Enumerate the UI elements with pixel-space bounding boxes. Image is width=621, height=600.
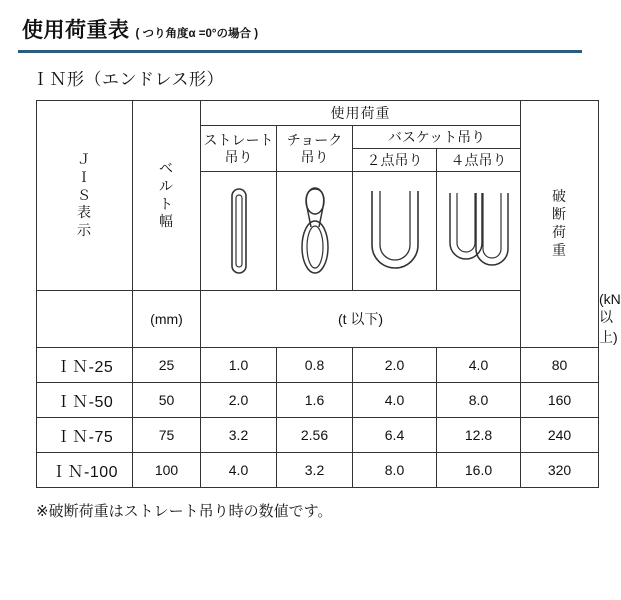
header-cell-straight [201,126,277,172]
cell-straight: 1.0 [201,348,277,383]
cell-belt-width: 25 [133,348,201,383]
table-row [37,418,599,453]
cell-basket-4point: 4.0 [437,348,521,383]
jis-char-4: 表 [77,204,92,221]
header-divider [18,50,582,53]
jis-char-2: Ｉ [77,168,92,185]
belt-width-char-1: ベ [159,159,174,176]
cell-choke: 1.6 [277,383,353,418]
header-cell-jis [37,101,133,291]
unit-cell-belt-width: (mm) [133,291,201,348]
diagram-cell-basket-4point [437,172,521,291]
cell-choke: 3.2 [277,453,353,488]
diagram-cell-basket-2point [353,172,437,291]
cell-breaking: 240 [521,418,599,453]
header-straight-line1: ストレート [203,132,274,149]
header-cell-basket-4point: ４点吊り [437,149,521,172]
jis-char-1: Ｊ [77,150,92,167]
table-footnote: ※破断荷重はストレート吊り時の数値です。 [36,503,333,520]
cell-basket-2point: 8.0 [353,453,437,488]
diagram-cell-choke [277,172,353,291]
cell-jis: ＩＮ-100 [37,453,133,488]
table-header-row-1 [37,101,599,126]
header-cell-belt-width [133,101,201,291]
table-row [37,383,599,418]
cell-breaking: 160 [521,383,599,418]
breaking-char-2: 断 [552,206,567,223]
cell-choke: 2.56 [277,418,353,453]
belt-width-char-3: ト [159,195,174,212]
unit-cell-jis [37,291,133,348]
belt-width-char-4: 幅 [159,213,174,230]
basket-2point-sling-icon [353,172,436,290]
choke-sling-icon [277,172,352,290]
breaking-char-3: 荷 [552,224,567,240]
cell-breaking: 320 [521,453,599,488]
cell-breaking: 80 [521,348,599,383]
header-cell-use-load: 使用荷重 [201,101,521,126]
cell-jis: ＩＮ-50 [37,383,133,418]
table-row [37,348,599,383]
cell-belt-width: 100 [133,453,201,488]
section-subtitle: ＩＮ形（エンドレス形） [32,70,224,89]
straight-sling-icon [201,172,276,290]
cell-straight: 2.0 [201,383,277,418]
breaking-char-1: 破 [552,188,567,205]
cell-jis: ＩＮ-75 [37,418,133,453]
header-choke-line2: 吊り [300,148,329,165]
table-unit-row: (mm) (t 以下) (kN以上) [37,291,599,348]
cell-belt-width: 75 [133,418,201,453]
belt-width-char-2: ル [159,177,174,194]
page-title: 使用荷重表 [22,19,130,42]
header-cell-basket-2point: ２点吊り [353,149,437,172]
header-choke-line1: チョーク [286,132,343,149]
load-capacity-table [36,100,621,488]
cell-basket-2point: 6.4 [353,418,437,453]
cell-basket-4point: 12.8 [437,418,521,453]
cell-basket-2point: 2.0 [353,348,437,383]
jis-char-3: Ｓ [77,186,92,203]
breaking-char-4: 重 [552,241,567,258]
cell-straight: 4.0 [201,453,277,488]
header-cell-choke [277,126,353,172]
cell-basket-4point: 16.0 [437,453,521,488]
document-header [18,14,582,44]
basket-4point-sling-icon [437,172,520,290]
cell-basket-4point: 8.0 [437,383,521,418]
cell-straight: 3.2 [201,418,277,453]
cell-belt-width: 50 [133,383,201,418]
cell-jis: ＩＮ-25 [37,348,133,383]
diagram-cell-straight [201,172,277,291]
header-cell-basket: バスケット吊り [353,126,521,149]
cell-choke: 0.8 [277,348,353,383]
header-straight-line2: 吊り [224,148,253,165]
jis-char-5: 示 [77,222,92,239]
header-cell-breaking-load [521,101,599,348]
cell-basket-2point: 4.0 [353,383,437,418]
unit-cell-load: (t 以下) [201,291,521,348]
table-row [37,453,599,488]
page-title-note: ( つり角度α =0°の場合 ) [135,28,259,40]
